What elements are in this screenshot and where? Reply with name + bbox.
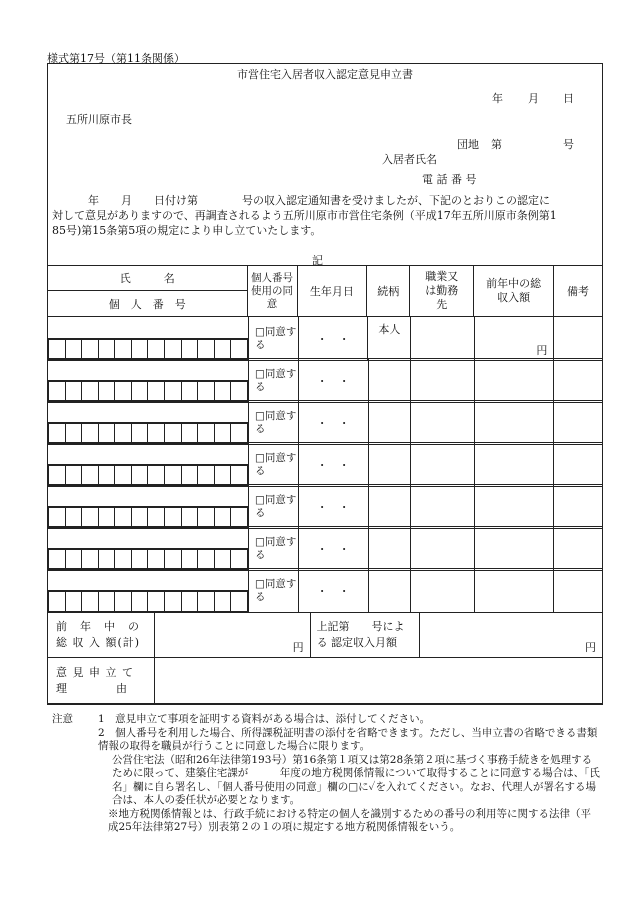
my-number-digit[interactable] <box>65 424 82 444</box>
my-number-digit[interactable] <box>198 592 215 612</box>
income-field[interactable] <box>474 527 554 571</box>
header-my-number: 個 人 番 号 <box>48 291 248 317</box>
household-row <box>47 400 603 445</box>
name-field[interactable] <box>48 485 249 507</box>
household-row <box>47 316 603 361</box>
occupation-field[interactable] <box>411 359 475 403</box>
my-number-digit[interactable] <box>214 466 231 486</box>
resident-name-label: 入居者氏名 <box>382 153 437 166</box>
my-number-digit[interactable] <box>115 550 132 570</box>
ki-label: 記 <box>312 254 323 267</box>
header-remarks: 備考 <box>554 266 603 317</box>
my-number-digit[interactable] <box>82 340 99 360</box>
my-number-digit[interactable] <box>148 466 165 486</box>
my-number-digit[interactable] <box>49 508 66 528</box>
birth-date-field[interactable]: ・ ・ <box>298 527 368 571</box>
my-number-digit[interactable] <box>148 592 165 612</box>
occupation-field[interactable] <box>411 485 475 529</box>
income-field[interactable] <box>474 401 554 445</box>
my-number-digit[interactable] <box>49 340 66 360</box>
occupation-field[interactable] <box>411 443 475 487</box>
my-number-digit[interactable] <box>165 550 182 570</box>
household-row <box>47 484 603 529</box>
addressee: 五所川原市長 <box>66 113 132 126</box>
my-number-digit[interactable] <box>165 382 182 402</box>
my-number-digit[interactable] <box>131 508 148 528</box>
my-number-digit[interactable] <box>231 508 248 528</box>
occupation-field[interactable] <box>411 569 475 613</box>
my-number-digit[interactable] <box>82 592 99 612</box>
relation-field[interactable] <box>368 359 411 403</box>
relation-field[interactable]: 本人 <box>368 317 411 361</box>
date-year: 年 <box>492 92 503 105</box>
my-number-digit[interactable] <box>65 382 82 402</box>
my-number-digit[interactable] <box>231 340 248 360</box>
my-number-digit[interactable] <box>82 382 99 402</box>
my-number-digit[interactable] <box>131 424 148 444</box>
my-number-digit[interactable] <box>98 592 115 612</box>
my-number-digit[interactable] <box>115 340 132 360</box>
my-number-digit[interactable] <box>198 424 215 444</box>
my-number-digit[interactable] <box>98 424 115 444</box>
income-field[interactable] <box>474 443 554 487</box>
name-field[interactable] <box>48 443 249 465</box>
consent-checkbox[interactable]: □同意する <box>249 485 299 529</box>
my-number-digit[interactable] <box>165 508 182 528</box>
my-number-digit[interactable] <box>214 508 231 528</box>
body-text-2: 対して意見がありますので、再調査されるよう五所川原市市営住宅条例（平成17年五所川原市条例第1 <box>52 209 557 222</box>
relation-field[interactable] <box>368 569 411 613</box>
my-number-digit[interactable] <box>198 508 215 528</box>
household-row <box>47 526 603 571</box>
go-label: 号 <box>563 138 574 151</box>
my-number-digit[interactable] <box>231 592 248 612</box>
my-number-digit[interactable] <box>98 382 115 402</box>
relation-field[interactable] <box>368 527 411 571</box>
birth-date-field[interactable]: ・ ・ <box>298 569 368 613</box>
income-field[interactable] <box>474 569 554 613</box>
total-income-label: 前 年 中 の総 収 入 額(計) <box>48 613 155 658</box>
my-number-digit[interactable] <box>131 340 148 360</box>
my-number-digit[interactable] <box>131 550 148 570</box>
my-number-digit[interactable] <box>98 508 115 528</box>
income-field[interactable]: 円 <box>474 317 554 361</box>
consent-checkbox[interactable]: □同意する <box>249 401 299 445</box>
my-number-digit[interactable] <box>82 466 99 486</box>
birth-date-field[interactable]: ・ ・ <box>298 443 368 487</box>
my-number-digit[interactable] <box>82 424 99 444</box>
header-consent: 個人番号使用の同意 <box>247 266 297 317</box>
birth-date-field[interactable]: ・ ・ <box>298 317 368 361</box>
household-row <box>47 358 603 403</box>
my-number-digit[interactable] <box>98 550 115 570</box>
my-number-digit[interactable] <box>115 508 132 528</box>
dai-label: 第 <box>491 138 502 151</box>
my-number-digit[interactable] <box>148 424 165 444</box>
my-number-digit[interactable] <box>231 550 248 570</box>
note-2a: 2 個人番号を利用した場合、所得課税証明書の添付を省略できます。ただし、当申立書の省略できる書類情報の取得を職員が行うことに同意した場合に限ります。 <box>98 726 598 752</box>
relation-field[interactable] <box>368 443 411 487</box>
my-number-digit[interactable] <box>49 424 66 444</box>
consent-checkbox[interactable]: □同意する <box>249 527 299 571</box>
name-field[interactable] <box>48 359 249 381</box>
my-number-digit[interactable] <box>49 382 66 402</box>
reason-field[interactable] <box>154 658 602 705</box>
phone-label: 電 話 番 号 <box>422 173 477 186</box>
note-2b: 公営住宅法（昭和26年法律第193号）第16条第１項又は第28条第２項に基づく事務手続きを処理するために限って、建築住宅課が 年度の地方税関係情報について取得することに同意する場合は、「氏名」欄に自ら署名し、「個人番号使用の同意」欄の□に✓を入れてください。なお、代理人が署名する場合は、本人の委任状が必要となります。 <box>112 753 600 806</box>
household-row <box>47 568 603 613</box>
my-number-digit[interactable] <box>181 592 198 612</box>
form-title: 市営住宅入居者収入認定意見申立書 <box>237 68 413 81</box>
reason-label: 意 見 申 立 て理 由 <box>48 658 155 705</box>
header-relation: 続柄 <box>367 266 410 317</box>
name-field[interactable] <box>48 317 249 339</box>
my-number-digit[interactable] <box>181 382 198 402</box>
header-name: 氏 名 <box>48 266 248 291</box>
danchi-label: 団地 <box>457 138 479 151</box>
body-text-1: 年 月 日付け第 号の収入認定通知書を受けましたが、下記のとおりこの認定に <box>88 194 550 207</box>
footer-table <box>47 612 603 705</box>
birth-date-field[interactable]: ・ ・ <box>298 485 368 529</box>
header-birth: 生年月日 <box>297 266 367 317</box>
my-number-digit[interactable] <box>165 466 182 486</box>
my-number-digit[interactable] <box>98 466 115 486</box>
my-number-digit[interactable] <box>181 508 198 528</box>
name-field[interactable] <box>48 569 249 591</box>
my-number-digit[interactable] <box>148 550 165 570</box>
my-number-digit[interactable] <box>214 382 231 402</box>
remarks-field[interactable] <box>554 569 603 613</box>
my-number-digit[interactable] <box>165 592 182 612</box>
remarks-field[interactable] <box>554 527 603 571</box>
my-number-digit[interactable] <box>65 508 82 528</box>
recognized-income-value[interactable]: 円 <box>420 613 603 658</box>
my-number-digit[interactable] <box>231 424 248 444</box>
my-number-digit[interactable] <box>198 550 215 570</box>
my-number-digit[interactable] <box>65 466 82 486</box>
consent-checkbox[interactable]: □同意する <box>249 443 299 487</box>
my-number-digit[interactable] <box>49 592 66 612</box>
remarks-field[interactable] <box>554 401 603 445</box>
birth-date-field[interactable]: ・ ・ <box>298 359 368 403</box>
name-field[interactable] <box>48 401 249 423</box>
form-number: 様式第17号（第11条関係） <box>47 52 185 65</box>
total-income-value[interactable]: 円 <box>154 613 310 658</box>
my-number-digit[interactable] <box>181 550 198 570</box>
my-number-digit[interactable] <box>115 592 132 612</box>
notes <box>52 713 600 835</box>
recognized-income-label: 上記第 号による 認定収入月額 <box>310 613 420 658</box>
relation-field[interactable] <box>368 485 411 529</box>
my-number-digit[interactable] <box>181 424 198 444</box>
occupation-field[interactable] <box>411 401 475 445</box>
my-number-digit[interactable] <box>198 466 215 486</box>
my-number-digit[interactable] <box>214 550 231 570</box>
header-occupation: 職業又は勤務先 <box>410 266 474 317</box>
my-number-digit[interactable] <box>148 340 165 360</box>
relation-field[interactable] <box>368 401 411 445</box>
household-table <box>47 265 603 317</box>
my-number-digit[interactable] <box>65 592 82 612</box>
remarks-field[interactable] <box>554 443 603 487</box>
my-number-digit[interactable] <box>231 382 248 402</box>
my-number-digit[interactable] <box>198 340 215 360</box>
occupation-field[interactable] <box>411 317 475 361</box>
my-number-digit[interactable] <box>131 382 148 402</box>
consent-checkbox[interactable]: □同意する <box>249 359 299 403</box>
income-field[interactable] <box>474 359 554 403</box>
my-number-digit[interactable] <box>82 550 99 570</box>
my-number-digit[interactable] <box>115 424 132 444</box>
my-number-digit[interactable] <box>165 424 182 444</box>
my-number-digit[interactable] <box>165 340 182 360</box>
date-day: 日 <box>563 92 574 105</box>
household-row <box>47 442 603 487</box>
my-number-digit[interactable] <box>65 340 82 360</box>
body-text-3: 85号)第15条第5項の規定により申し立ていたします。 <box>52 224 322 237</box>
my-number-digit[interactable] <box>231 466 248 486</box>
remarks-field[interactable] <box>554 359 603 403</box>
my-number-digit[interactable] <box>214 592 231 612</box>
my-number-digit[interactable] <box>214 340 231 360</box>
my-number-digit[interactable] <box>181 466 198 486</box>
date-month: 月 <box>528 92 539 105</box>
my-number-digit[interactable] <box>198 382 215 402</box>
name-field[interactable] <box>48 527 249 549</box>
my-number-digit[interactable] <box>65 550 82 570</box>
occupation-field[interactable] <box>411 527 475 571</box>
my-number-digit[interactable] <box>214 424 231 444</box>
my-number-digit[interactable] <box>131 466 148 486</box>
my-number-digit[interactable] <box>115 466 132 486</box>
my-number-digit[interactable] <box>82 508 99 528</box>
consent-checkbox[interactable]: □同意する <box>249 569 299 613</box>
birth-date-field[interactable]: ・ ・ <box>298 401 368 445</box>
my-number-digit[interactable] <box>131 592 148 612</box>
income-field[interactable] <box>474 485 554 529</box>
my-number-digit[interactable] <box>49 466 66 486</box>
notes-label: 注意 <box>52 713 73 725</box>
my-number-digit[interactable] <box>148 382 165 402</box>
my-number-digit[interactable] <box>115 382 132 402</box>
note-3: ※地方税関係情報とは、行政手続における特定の個人を識別するための番号の利用等に関する法律（平成25年法律第27号）別表第２の１の項に規定する地方税関係情報をいう。 <box>108 807 591 833</box>
my-number-digit[interactable] <box>49 550 66 570</box>
remarks-field[interactable] <box>554 317 603 361</box>
remarks-field[interactable] <box>554 485 603 529</box>
my-number-digit[interactable] <box>98 340 115 360</box>
note-1: 1 意見申立て事項を証明する資料がある場合は、添付してください。 <box>98 713 431 725</box>
my-number-digit[interactable] <box>181 340 198 360</box>
header-income: 前年中の総収入額 <box>474 266 554 317</box>
my-number-digit[interactable] <box>148 508 165 528</box>
consent-checkbox[interactable]: □同意する <box>249 317 299 361</box>
